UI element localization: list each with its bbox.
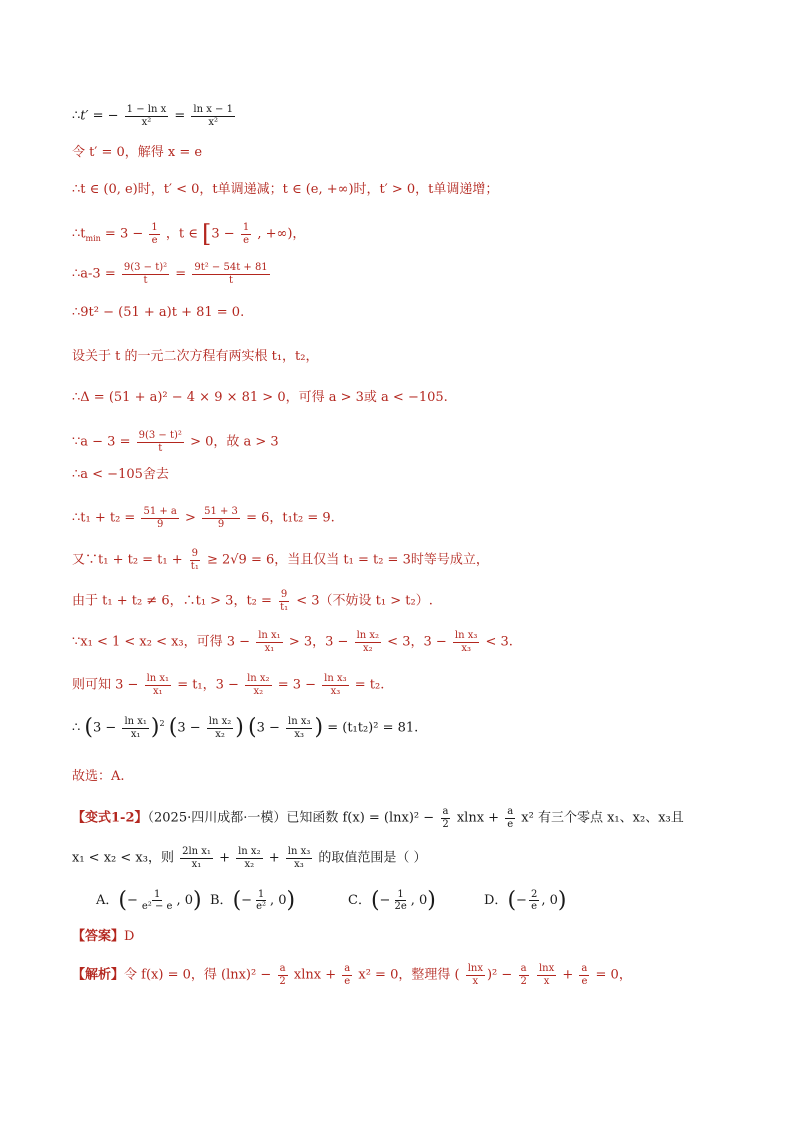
- answer-tag: 【答案】: [72, 929, 125, 944]
- fraction: $\frac{\text{ln x₃}}{\text{x₃}}$: [454, 630, 478, 654]
- fraction: $\frac{\text{ln x₁}}{\text{x₁}}$: [146, 673, 170, 697]
- fraction: $\frac{9}{\text{t₁}}$: [190, 548, 199, 572]
- fraction: $\frac{\text{ln x₂}}{\text{x₂}}$: [238, 846, 261, 870]
- choice-line: 故选：A.: [72, 769, 125, 784]
- discard-line: ∴a < −105舍去: [72, 467, 169, 482]
- a-expression-line: ∴a-3 = $\frac{\text{9(3 − t)²}}{t}$ = $\frac{\text{9t² − 54t + 81}}{t}$: [72, 262, 268, 286]
- fraction: $\frac{\text{ln x₃}}{\text{x₃}}$: [288, 716, 311, 740]
- option-d: D．(− $\frac{2}{e}$ , 0): [484, 888, 567, 913]
- fraction: $\frac{51 + a}{9}$: [143, 506, 177, 530]
- fraction: $\frac{a}{e}$: [344, 963, 351, 987]
- quadratic-line: ∴9t² − (51 + a)t + 81 = 0.: [72, 305, 245, 320]
- fraction: $\frac{\text{2ln x₁}}{\text{x₁}}$: [182, 846, 211, 870]
- fraction: $\frac{a}{e}$: [581, 963, 588, 987]
- fraction: $\frac{9}{\text{t₁}}$: [280, 589, 289, 613]
- fraction: $\frac{\text{9(3 − t)²}}{t}$: [123, 262, 168, 286]
- fraction: $\frac{\text{ln x − 1}}{\text{x²}}$: [193, 104, 233, 128]
- a-condition-line: ∵a − 3 = $\frac{\text{9(3 − t)²}}{t}$ > 0，故 a > 3: [72, 430, 279, 454]
- analysis-tag: 【解析】: [72, 967, 125, 983]
- fraction: $\frac{\ln x}{x}$: [467, 963, 483, 987]
- variant-tag: 【变式1-2】: [72, 810, 148, 826]
- fraction: $\frac{\text{1 − ln x}}{\text{x²}}$: [126, 104, 167, 128]
- fraction: $\frac{1}{e}$: [242, 222, 250, 246]
- fraction: $\frac{a}{2}$: [520, 963, 527, 987]
- fraction: $\frac{\ln x}{x}$: [538, 963, 555, 987]
- fraction: $\frac{a}{e}$: [507, 806, 514, 830]
- option-b: B．(− $\frac{1}{\text{e²}}$ , 0): [210, 888, 296, 913]
- fraction: $\frac{\text{ln x₂}}{\text{x₂}}$: [356, 630, 380, 654]
- answer-line: [72, 930, 134, 943]
- fraction: $\frac{\text{ln x₃}}{\text{x₃}}$: [324, 673, 347, 697]
- t-bound-line: 由于 t₁ + t₂ ≠ 6，∴t₁ > 3，t₂ = $\frac{9}{\text{t₁}}$ < 3（不妨设 t₁ > t₂）.: [72, 589, 433, 613]
- derivative-line: ∴t′ = − $\frac{\text{1 − ln x}}{\text{x²}}$ = $\frac{\text{ln x − 1}}{\text{x²}}$: [72, 104, 233, 128]
- variant-question: 【变式1-2】（2025·四川成都·一模）已知函数 f(x) = (lnx)² − $\frac{a}{2}$ xlnx + $\frac{a}{e}$ x² 有三个零点 x₁、x₂、x₃且: [72, 806, 684, 830]
- fraction: $\frac{\text{ln x₂}}{\text{x₂}}$: [247, 673, 270, 697]
- am-gm-line: 又∵t₁ + t₂ = t₁ + $\frac{9}{\text{t₁}}$ ≥ 2√9 = 6，当且仅当 t₁ = t₂ = 3时等号成立，: [72, 548, 489, 572]
- fraction: $\frac{\text{ln x₃}}{\text{x₃}}$: [287, 846, 311, 870]
- monotonic-line: ∴t ∈ (0, e)时，t′ < 0，t单调递减；t ∈ (e, +∞)时，t′ > 0，t单调递增；: [72, 182, 499, 197]
- fraction: $\frac{1}{e}$: [151, 222, 158, 246]
- solve-line: 令 t′ = 0，解得 x = e: [72, 145, 203, 160]
- variant-question-cont: x₁ < x₂ < x₃，则 $\frac{\text{2ln x₁}}{\text{x₁}}$ + $\frac{\text{ln x₂}}{\text{x₂}}$ + $\frac{\text{ln x₃}}{\text{x₃}}$ 的取值范围是（ ）: [72, 846, 427, 870]
- fraction: $\frac{\text{ln x₂}}{\text{x₂}}$: [208, 716, 232, 740]
- fraction: $\frac{\text{9t² − 54t + 81}}{t}$: [194, 262, 268, 286]
- fraction: $\frac{51 + 3}{9}$: [204, 506, 238, 530]
- discriminant-line: ∴Δ = (51 + a)² − 4 × 9 × 81 > 0，可得 a > 3或 a < −105.: [72, 390, 448, 405]
- fraction: $\frac{\text{9(3 − t)²}}{t}$: [138, 430, 182, 454]
- option-c: C．(− $\frac{1}{2e}$ , 0): [348, 888, 436, 913]
- vieta-line: ∴t₁ + t₂ = $\frac{51 + a}{9}$ > $\frac{51 + 3}{9}$ = 6，t₁t₂ = 9.: [72, 506, 335, 530]
- roots-line: 设关于 t 的一元二次方程有两实根 t₁，t₂，: [72, 349, 319, 364]
- fraction: $\frac{a}{2}$: [279, 963, 286, 987]
- fraction: $\frac{a}{2}$: [442, 806, 449, 830]
- x-order-line: ∵x₁ < 1 < x₂ < x₃，可得 3 − $\frac{\text{ln x₁}}{\text{x₁}}$ > 3，3 − $\frac{\text{ln x₂}}{\text{x₂}}$ < 3，3 − $\frac{\text{ln x₃}}{\text{x₃}}$ < 3.: [72, 630, 513, 654]
- conclusion-line: 则可知 3 − $\frac{\text{ln x₁}}{\text{x₁}}$ = t₁，3 − $\frac{\text{ln x₂}}{\text{x₂}}$ = 3 − $\frac{\text{ln x₃}}{\text{x₃}}$ = t₂.: [72, 673, 385, 697]
- derivative-lhs: t′ = −: [80, 108, 119, 124]
- product-line: ∴ (3 − $\frac{\text{ln x₁}}{\text{x₁}}$ )$^2$ (3 − $\frac{\text{ln x₂}}{\text{x₂}}$ ) (3 − $\frac{\text{ln x₃}}{\text{x₃}}$ ) = (t₁t₂)² = 81.: [72, 715, 419, 740]
- therefore-symbol: ∴: [72, 108, 81, 124]
- min-value-line: $\therefore t_{min} = 3$ − $\frac{1}{e}$ ，t ∈ [3 − $\frac{1}{e}$ , +∞)，: [72, 220, 306, 248]
- fraction: $\frac{1}{\text{e²}}$: [256, 888, 266, 912]
- analysis-line: 【解析】令 f(x) = 0，得 (lnx)² − $\frac{a}{2}$ xlnx + $\frac{a}{e}$ x² = 0，整理得 ( $\frac{\ln x}{x}$ )² − $\frac{a}{2}$ $\frac{\ln x}{x}$ + $\frac{a}{e}$ = 0，: [72, 963, 632, 987]
- fraction: $\frac{\text{ln x₁}}{\text{x₁}}$: [124, 716, 147, 740]
- fraction: $\frac{2}{e}$: [530, 888, 538, 912]
- fraction: $\frac{\text{ln x₁}}{\text{x₁}}$: [258, 630, 281, 654]
- option-a: A．(− $\frac{1}{\text{e² − e}}$ , 0): [96, 888, 202, 913]
- fraction: $\frac{1}{2e}$: [394, 888, 407, 912]
- fraction: $\frac{1}{\text{e² − e}}$: [141, 888, 173, 912]
- answer-value: D: [124, 929, 135, 944]
